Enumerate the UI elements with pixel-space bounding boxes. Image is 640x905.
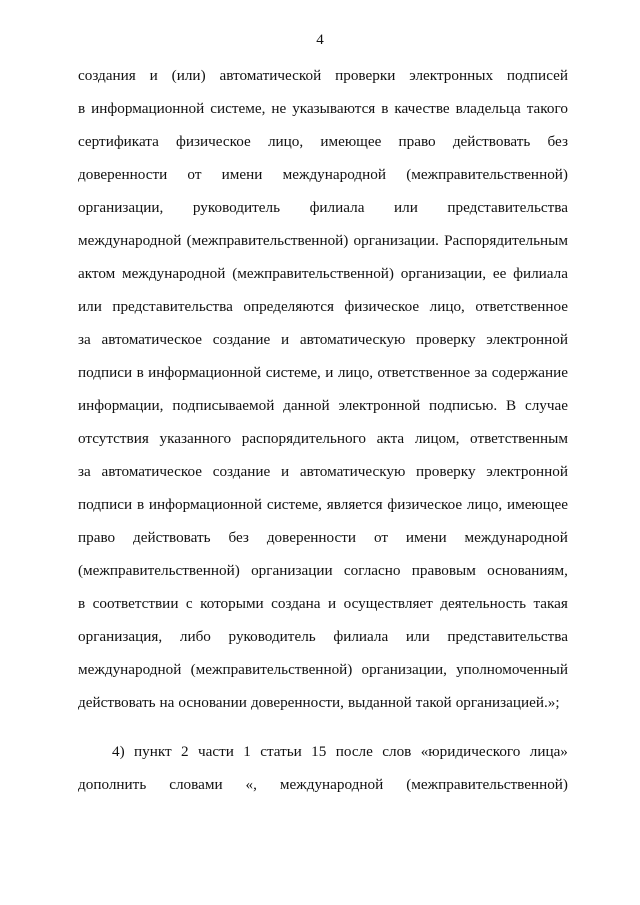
word: пункт	[134, 743, 172, 760]
word: или	[394, 199, 418, 216]
word: действовать	[133, 529, 211, 546]
text-line	[78, 66, 568, 99]
word: в	[78, 595, 86, 612]
word: без	[228, 529, 249, 546]
word: в	[381, 100, 389, 117]
word: сертификата	[78, 133, 159, 150]
word: «,	[245, 776, 257, 793]
word: (межправительственной)	[190, 661, 353, 678]
word: организацией.»;	[455, 694, 560, 711]
text-line	[78, 330, 568, 363]
word: создана	[271, 595, 321, 612]
word: «юридического	[420, 743, 521, 760]
word: определяются	[243, 298, 334, 315]
page-number: 4	[316, 32, 324, 48]
word: проверки	[335, 67, 396, 84]
word: организация,	[78, 628, 163, 645]
word: в	[78, 100, 86, 117]
text-line	[78, 99, 568, 132]
word: акта	[376, 430, 405, 447]
word: качестве	[394, 100, 450, 117]
word: (межправительственной)	[186, 232, 349, 249]
word: право	[398, 133, 436, 150]
word: уполномоченный	[456, 661, 568, 678]
word: такая	[533, 595, 568, 612]
word: такой	[415, 694, 452, 711]
word: основаниям,	[487, 562, 568, 579]
word: руководитель	[228, 628, 316, 645]
word: словами	[169, 776, 223, 793]
word: с	[185, 595, 193, 612]
word: физическое	[344, 298, 420, 315]
word: автоматическое	[101, 331, 202, 348]
word: создание	[212, 331, 271, 348]
word: и	[328, 595, 337, 612]
word: (межправительственной)	[406, 776, 568, 793]
word: части	[198, 743, 234, 760]
word: автоматическую	[299, 331, 406, 348]
word: имени	[405, 529, 447, 546]
text-line	[78, 627, 568, 660]
word: в	[136, 496, 145, 513]
word: международной	[282, 166, 386, 183]
word: лицо,	[429, 298, 465, 315]
word: проверку	[416, 463, 476, 480]
text-line	[78, 495, 568, 528]
word: физическое	[176, 133, 251, 150]
word: за	[474, 364, 488, 381]
word: и	[280, 331, 290, 348]
word: без	[547, 133, 568, 150]
word: системе,	[210, 100, 266, 117]
word: выданной	[347, 694, 412, 711]
word: филиала	[309, 199, 365, 216]
word: 2	[181, 743, 189, 760]
word: электронных	[409, 67, 494, 84]
word: информации,	[78, 397, 164, 414]
word: автоматическое	[101, 463, 202, 480]
document-body	[78, 66, 568, 808]
word: организации	[251, 562, 333, 579]
word: Распорядительным	[444, 232, 568, 249]
word: основании	[178, 694, 247, 711]
word: на	[159, 694, 175, 711]
word: организации,	[361, 661, 447, 678]
word: и	[325, 364, 334, 381]
word: является	[326, 496, 383, 513]
word: доверенности	[78, 166, 168, 183]
word: и	[280, 463, 290, 480]
word: 4)	[112, 743, 125, 760]
text-line	[78, 693, 568, 726]
word: информационной	[91, 100, 205, 117]
word: которыми	[200, 595, 264, 612]
word: лица»	[529, 743, 568, 760]
word: проверку	[416, 331, 476, 348]
text-line	[78, 165, 568, 198]
word: 1	[243, 743, 251, 760]
text-line	[78, 396, 568, 429]
word: создания	[78, 67, 136, 84]
word: филиала	[333, 628, 389, 645]
text-line	[78, 264, 568, 297]
word: подписи	[78, 496, 133, 513]
word: имени	[221, 166, 263, 183]
word: ответственным	[470, 430, 568, 447]
word: от	[373, 529, 388, 546]
word: указанного	[159, 430, 232, 447]
word: соответствии	[92, 595, 179, 612]
word: согласно	[343, 562, 401, 579]
text-line	[78, 132, 568, 165]
word: и	[149, 67, 158, 84]
text-line	[78, 594, 568, 627]
word: системе,	[266, 496, 322, 513]
word: подписи	[78, 364, 133, 381]
word: международной	[122, 265, 226, 282]
word: лицо,	[267, 133, 304, 150]
word: информационной	[148, 496, 263, 513]
text-line	[78, 528, 568, 561]
word: филиала	[513, 265, 568, 282]
text-line	[78, 363, 568, 396]
text-line	[78, 198, 568, 231]
word: или	[78, 298, 102, 315]
word: международной	[78, 232, 182, 249]
word: ответственное	[377, 364, 471, 381]
word: осуществляет	[343, 595, 433, 612]
text-line	[78, 231, 568, 264]
word: доверенности	[266, 529, 357, 546]
word: автоматической	[219, 67, 322, 84]
word: физическое	[387, 496, 463, 513]
word: международной	[464, 529, 568, 546]
word: представительства	[447, 199, 568, 216]
word: представительства	[112, 298, 233, 315]
word: владельца	[455, 100, 521, 117]
word: системе,	[265, 364, 321, 381]
word: за	[78, 331, 91, 348]
word: дополнить	[78, 776, 147, 793]
word: слов	[382, 743, 412, 760]
word: подписей	[506, 67, 568, 84]
word: В	[505, 397, 517, 414]
word: лицо,	[466, 496, 503, 513]
text-line	[78, 561, 568, 594]
word: актом	[78, 265, 116, 282]
word: не	[271, 100, 287, 117]
paragraph	[78, 742, 568, 808]
word: действовать	[452, 133, 531, 150]
word: подписываемой	[172, 397, 275, 414]
word: после	[335, 743, 373, 760]
word: (межправительственной)	[232, 265, 394, 282]
word: действовать	[78, 694, 156, 711]
word: автоматическую	[299, 463, 406, 480]
word: в	[136, 364, 144, 381]
word: электронной	[338, 397, 421, 414]
word: статьи	[260, 743, 302, 760]
word: международной	[279, 776, 384, 793]
word: 15	[311, 743, 327, 760]
word: содержание	[491, 364, 568, 381]
text-line	[78, 297, 568, 330]
word: данной	[283, 397, 330, 414]
word: имеющее	[320, 133, 382, 150]
word: распорядительного	[241, 430, 366, 447]
word: лицом,	[414, 430, 460, 447]
word: информационной	[148, 364, 262, 381]
text-line	[78, 742, 568, 775]
text-line	[78, 429, 568, 462]
word: случае	[524, 397, 568, 414]
word: организации,	[78, 199, 164, 216]
word: (или)	[171, 67, 206, 84]
word: подписью.	[429, 397, 498, 414]
word: такого	[526, 100, 568, 117]
word: за	[78, 463, 91, 480]
text-line	[78, 462, 568, 495]
word: организации,	[400, 265, 487, 282]
word: или	[405, 628, 430, 645]
word: организации.	[353, 232, 439, 249]
word: международной	[78, 661, 182, 678]
word: правовым	[411, 562, 476, 579]
word: ответственное	[475, 298, 568, 315]
word: представительства	[447, 628, 568, 645]
paragraph-gap	[78, 726, 568, 742]
text-line	[78, 775, 568, 808]
word: указываются	[292, 100, 376, 117]
word: электронной	[486, 463, 568, 480]
word: ее	[492, 265, 507, 282]
word: имеющее	[506, 496, 568, 513]
word: руководитель	[192, 199, 281, 216]
word: право	[78, 529, 116, 546]
word: доверенности,	[250, 694, 344, 711]
word: создание	[212, 463, 271, 480]
text-line	[78, 660, 568, 693]
paragraph	[78, 66, 568, 726]
word: деятельность	[440, 595, 527, 612]
word: либо	[179, 628, 211, 645]
word: (межправительственной)	[406, 166, 568, 183]
word: (межправительственной)	[78, 562, 240, 579]
word: электронной	[486, 331, 568, 348]
word: лицо,	[337, 364, 374, 381]
word: отсутствия	[78, 430, 149, 447]
word: от	[187, 166, 202, 183]
